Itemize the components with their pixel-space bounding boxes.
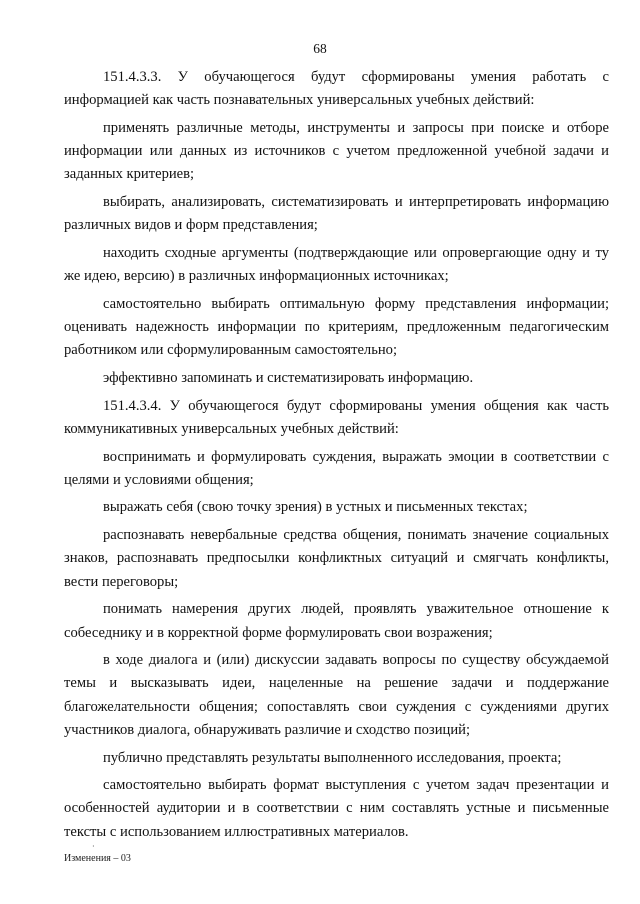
scan-mark: ·: [92, 842, 95, 851]
paragraph: эффективно запоминать и систематизировать информацию.: [103, 370, 474, 387]
footer-revision-note: Изменения – 03: [64, 853, 131, 864]
body-text: [64, 66, 609, 844]
paragraph: воспринимать и формулировать суждения, выражать эмоции в соответствии с целями и условиями общения;: [64, 448, 609, 488]
paragraph: применять различные методы, инструменты и запросы при поиске и отборе информации или данных из источников с учетом предложенной учебной задачи и заданных критериев;: [64, 119, 609, 183]
paragraph-151-4-3-4: 151.4.3.4. У обучающегося будут сформированы умения общения как часть коммуникативных универсальных учебных действий:: [64, 397, 609, 437]
paragraph: распознавать невербальные средства общения, понимать значение социальных знаков, распознавать предпосылки конфликтных ситуаций и смягчать конфликты, вести переговоры;: [64, 527, 609, 590]
paragraph: самостоятельно выбирать формат выступления с учетом задач презентации и особенностей аудитории и в соответствии с ним составлять устные и письменные тексты с использованием иллюстративных материалов.: [64, 777, 609, 840]
paragraph: в ходе диалога и (или) дискуссии задавать вопросы по существу обсуждаемой темы и высказывать идеи, нацеленные на решение задачи и поддержание благожелательности общения; сопоставлять свои суждения с суждениями других участников диалога, обнаруживать различие и сходство позиций;: [64, 652, 609, 738]
paragraph: выбирать, анализировать, систематизировать и интерпретировать информацию различных видов и форм представления;: [64, 194, 609, 234]
paragraph: самостоятельно выбирать оптимальную форму представления информации; оценивать надежность информации по критериям, предложенным педагогическим работником или сформулированным самостоятельно;: [64, 295, 609, 359]
paragraph-151-4-3-3: 151.4.3.3. У обучающегося будут сформированы умения работать с информацией как часть познавательных универсальных учебных действий:: [64, 69, 609, 109]
page-number: 68: [313, 41, 327, 56]
paragraph: находить сходные аргументы (подтверждающие или опровергающие одну и ту же идею, версию) в различных информационных источниках;: [64, 244, 609, 285]
paragraph: публично представлять результаты выполненного исследования, проекта;: [103, 749, 562, 766]
paragraph: понимать намерения других людей, проявлять уважительное отношение к собеседнику и в корректной форме формулировать свои возражения;: [64, 601, 609, 641]
paragraph: выражать себя (свою точку зрения) в устных и письменных текстах;: [103, 499, 528, 516]
